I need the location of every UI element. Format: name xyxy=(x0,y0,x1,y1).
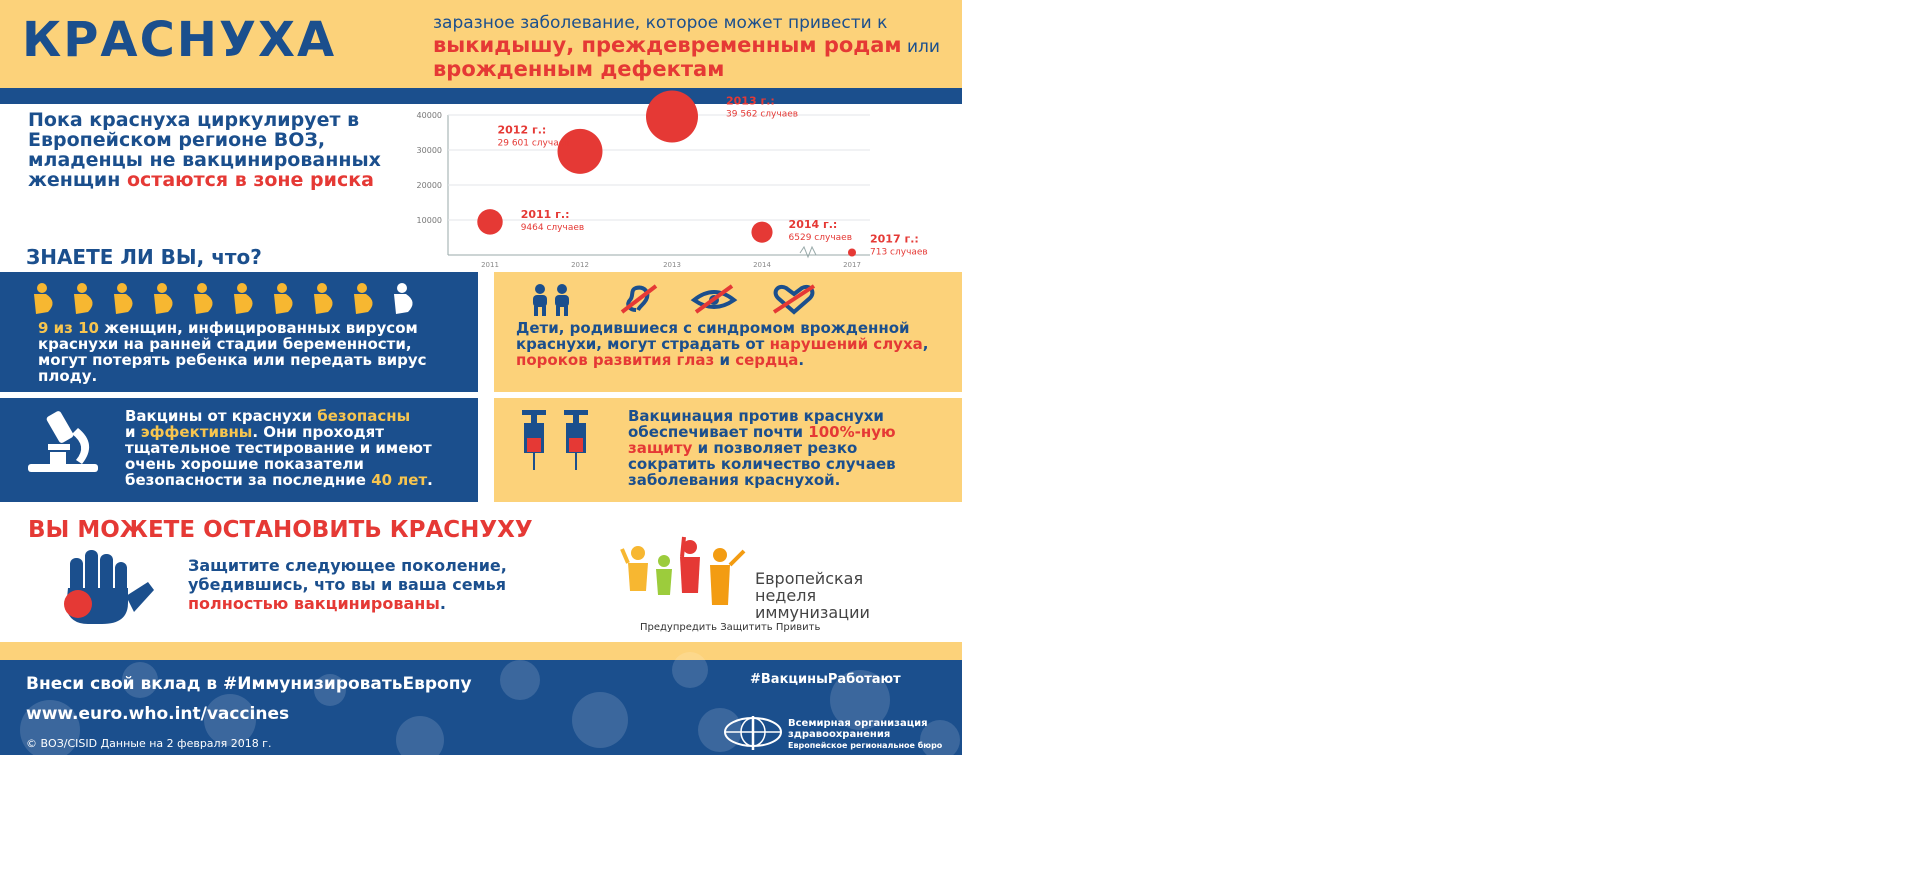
subtitle-or: или xyxy=(901,37,940,57)
subtitle-sep: , xyxy=(566,33,582,57)
pregnant-woman-icon xyxy=(354,283,373,314)
pregnant-woman-icon xyxy=(394,283,413,314)
crs-heart: сердца xyxy=(735,351,799,369)
bubble-cases-label: 6529 случаев xyxy=(788,233,853,244)
eiw-line-2: неделя xyxy=(755,586,817,605)
x-tick-label: 2014 xyxy=(753,261,771,269)
x-tick-label: 2012 xyxy=(571,261,589,269)
pregnant-woman-icon xyxy=(234,283,253,314)
subtitle-premature: преждевременным родам xyxy=(581,33,902,57)
chart-grid xyxy=(417,111,870,269)
safety-text-1: Вакцины от краснухи xyxy=(125,407,318,425)
x-tick-label: 2013 xyxy=(663,261,681,269)
panel-pregnancy-body: женщин, инфицированных вирусом краснухи на ранней стадии беременности, могут потерять ребенка или передать вирус плоду. xyxy=(38,319,427,385)
infographic xyxy=(0,0,962,755)
pregnant-woman-icon xyxy=(114,283,133,314)
chart-marks xyxy=(477,91,927,258)
panel-crs-effects xyxy=(494,272,962,392)
x-tick-label: 2011 xyxy=(481,261,499,269)
safety-effective: эффективны xyxy=(140,423,253,441)
y-tick-label: 10000 xyxy=(416,216,442,225)
hearing-impairment-icon xyxy=(622,286,656,312)
panel-protection-text xyxy=(628,408,948,488)
risk-text-blue: Пока краснуха циркулирует в Европейском регионе ВОЗ, младенцы не вакцинированных женщин xyxy=(28,109,381,191)
safety-text-2: . Они проходят тщательное тестирование и имеют очень хорошие показатели безопасности за последние xyxy=(125,423,432,489)
subtitle-miscarriage: выкидышу xyxy=(433,33,567,57)
eiw-line-1: Европейская xyxy=(755,569,864,588)
who-name-line-1: Всемирная организация xyxy=(788,718,928,729)
stat-of: из xyxy=(48,319,79,337)
eiw-line-3: иммунизации xyxy=(755,603,870,622)
page-title: КРАСНУХА xyxy=(22,12,337,68)
y-tick-label: 40000 xyxy=(416,111,442,120)
panel-vaccine-safety xyxy=(0,398,478,502)
bubble-year-label: 2013 г.: xyxy=(726,94,775,108)
safety-years: 40 лет xyxy=(371,471,428,489)
panel-pregnancy-risk xyxy=(0,272,478,392)
protection-text-2: и позволяет резко сократить количество случаев заболевания краснухой. xyxy=(628,439,896,489)
heart-defect-icon xyxy=(774,286,814,312)
immunization-week-logo xyxy=(620,535,760,620)
crs-and: и xyxy=(714,351,736,369)
microscope-icon xyxy=(20,408,110,478)
crs-sep: , xyxy=(922,335,929,353)
safety-and: и xyxy=(125,423,141,441)
pregnant-woman-icon xyxy=(154,283,173,314)
subtitle-text: заразное заболевание, которое может привести к xyxy=(433,13,888,33)
protection-text-1: Вакцинация против краснухи обеспечивает почти xyxy=(628,407,884,441)
bubble-2013 xyxy=(646,91,698,143)
crs-icons xyxy=(524,282,854,318)
bubble-year-label: 2014 г.: xyxy=(788,218,838,232)
immunization-week-title xyxy=(755,570,955,621)
crs-text-1: Дети, родившиеся с синдромом врожденной краснухи, могут страдать от xyxy=(516,319,910,353)
bubble-2017 xyxy=(848,249,856,257)
eiw-slogan: Предупредить Защитить Привить xyxy=(640,622,821,633)
stat-nine: 9 xyxy=(38,319,49,337)
children-icon xyxy=(533,284,569,316)
footer-yellow-bar xyxy=(0,642,962,660)
bubble-cases-label: 39 562 случаев xyxy=(726,109,799,120)
protection-percent: 100%-ную защиту xyxy=(628,423,896,457)
eye-defect-icon xyxy=(694,286,734,312)
safety-safe: безопасны xyxy=(317,407,411,425)
bubble-2012 xyxy=(558,129,603,174)
risk-text xyxy=(28,110,398,190)
bubble-cases-label: 29 601 случаев xyxy=(497,138,570,149)
subtitle xyxy=(433,12,958,82)
who-name xyxy=(788,718,928,740)
pregnant-woman-icon xyxy=(274,283,293,314)
hashtag-text: #ВакциныРаботают xyxy=(750,672,901,687)
panel-pregnancy-text xyxy=(38,320,458,384)
protect-text xyxy=(188,556,568,613)
subtitle-defects: врожденным дефектам xyxy=(433,57,725,81)
panel-crs-text xyxy=(516,320,956,368)
bubble-cases-label: 713 случаев xyxy=(870,247,928,258)
crs-eyes: пороков развития глаз xyxy=(516,351,715,369)
who-name-line-2: здравоохранения xyxy=(788,729,891,740)
panel-vaccine-protection xyxy=(494,398,962,502)
who-emblem-icon xyxy=(722,712,784,752)
bubble-year-label: 2011 г.: xyxy=(520,207,570,221)
pregnant-woman-icon xyxy=(194,283,213,314)
bubble-2011 xyxy=(477,209,502,234)
contribute-text: Внеси свой вклад в #ИммунизироватьЕвропу xyxy=(26,674,472,694)
footer xyxy=(0,660,962,755)
panel-safety-text xyxy=(125,408,470,488)
divider-stripe xyxy=(0,88,962,104)
bubble-year-label: 2012 г.: xyxy=(497,123,547,137)
protect-text-red: полностью вакцинированы xyxy=(188,594,440,613)
x-tick-label: 2017 xyxy=(843,261,861,269)
crs-hearing: нарушений слуха xyxy=(769,335,923,353)
cases-bubble-chart xyxy=(400,94,960,269)
protect-text-blue: Защитите следующее поколение, убедившись, что вы и ваша семья xyxy=(188,556,507,594)
pregnant-woman-icon xyxy=(74,283,93,314)
did-you-know-heading: ЗНАЕТЕ ЛИ ВЫ, что? xyxy=(26,245,262,269)
y-tick-label: 30000 xyxy=(416,146,442,155)
safety-dot: . xyxy=(427,471,433,489)
pregnant-woman-icon xyxy=(34,283,53,314)
who-office: Европейское региональное бюро xyxy=(788,741,943,750)
pregnant-woman-icon xyxy=(314,283,333,314)
copyright-text: © ВОЗ/CISID Данные на 2 февраля 2018 г. xyxy=(26,737,272,750)
syringe-icon xyxy=(516,408,606,478)
protect-dot: . xyxy=(439,594,446,613)
bubble-2014 xyxy=(751,222,772,243)
risk-text-red: остаются в зоне риска xyxy=(126,169,374,191)
bubble-cases-label: 9464 случаев xyxy=(520,222,585,233)
hand-icon xyxy=(48,548,158,628)
website-link[interactable]: www.euro.who.int/vaccines xyxy=(26,704,290,724)
y-tick-label: 20000 xyxy=(416,181,442,190)
crs-dot: . xyxy=(798,351,805,369)
bubble-year-label: 2017 г.: xyxy=(870,232,919,246)
stat-ten: 10 xyxy=(78,319,99,337)
pregnant-women-icons xyxy=(28,282,448,316)
stop-rubella-heading: ВЫ МОЖЕТЕ ОСТАНОВИТЬ КРАСНУХУ xyxy=(28,517,533,543)
